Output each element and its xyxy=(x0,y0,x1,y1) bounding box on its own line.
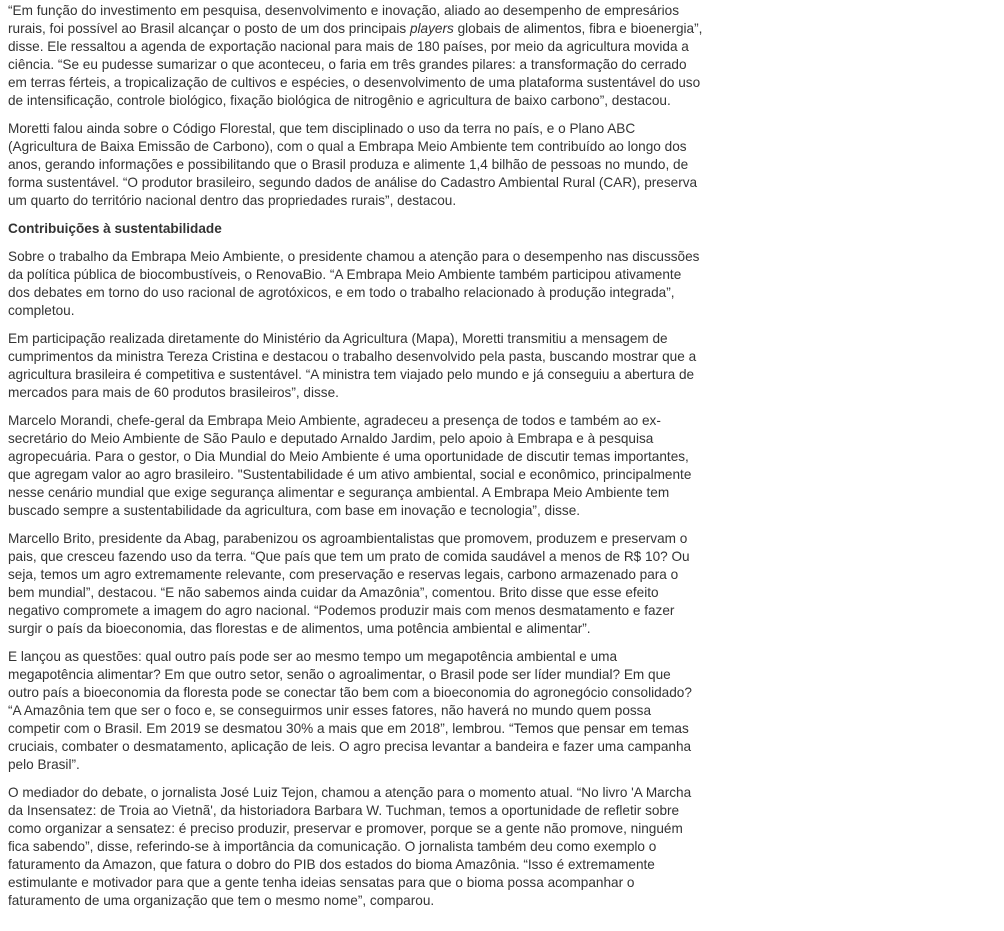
paragraph-1-emphasis: players xyxy=(409,21,454,36)
paragraph-3: Sobre o trabalho da Embrapa Meio Ambiente, o presidente chamou a atenção para o desempenho nas discussões da política pública de biocombustíveis, o RenovaBio. “A Embrapa Meio Ambiente também participou ativamente dos debates em torno do uso racional de agrotóxicos, e em todo o trabalho relacionado à produção integrada”, completou. xyxy=(8,249,700,318)
paragraph-6: Marcello Brito, presidente da Abag, parabenizou os agroambientalistas que promovem, produzem e preservam o pais, que cresceu fazendo uso da terra. “Que país que tem um prato de comida saudável a menos de R$ 10? Ou seja, temos um agro extremamente relevante, com preservação e reservas legais, carbono armazenado para o bem mundial”, destacou. “E não sabemos ainda cuidar da Amazônia”, comentou. Brito disse que esse efeito negativo compromete a imagem do agro nacional. “Podemos produzir mais com menos desmatamento e fazer surgir o país da bioeconomia, das florestas e de alimentos, uma potência ambiental e alimentar”. xyxy=(8,531,690,636)
article-body xyxy=(8,0,704,920)
section-heading: Contribuições à sustentabilidade xyxy=(8,221,222,236)
paragraph-8: O mediador do debate, o jornalista José Luiz Tejon, chamou a atenção para o momento atual. “No livro 'A Marcha da Insensatez: de Troia ao Vietnã', da historiadora Barbara W. Tuchman, temos a oportunidade de refletir sobre como organizar a sensatez: é preciso produzir, preservar e promover, porque se a gente não promove, ninguém fica sabendo”, disse, referindo-se à importância da comunicação. O jornalista também deu como exemplo o faturamento da Amazon, que fatura o dobro do PIB dos estados do bioma Amazônia. “Isso é extremamente estimulante e motivador para que a gente tenha ideias sensatas para que o bioma possa acompanhar o faturamento de uma organização que tem o mesmo nome”, comparou. xyxy=(8,785,692,908)
paragraph-1-text-a: “Em função do investimento em pesquisa, desenvolvimento e inovação, aliado ao desempenho de empresários rurais, foi possível ao Brasil alcançar o posto de um dos principais xyxy=(8,3,680,36)
paragraph-7: E lançou as questões: qual outro país pode ser ao mesmo tempo um megapotência ambiental e uma megapotência alimentar? Em que outro setor, senão o agroalimentar, o Brasil pode ser líder mundial? Em que outro país a bioeconomia da floresta pode se conectar tão bem com a bioeconomia do agronegócio consolidado? “A Amazônia tem que ser o foco e, se conseguirmos unir esses fatores, não haverá no mundo quem possa competir com o Brasil. Em 2019 se desmatou 30% a mais que em 2018”, lembrou. “Temos que pensar em temas cruciais, combater o desmatamento, aplicação de leis. O agro precisa levantar a bandeira e fazer uma campanha pelo Brasil”. xyxy=(8,649,692,772)
paragraph-1-text-b: globais de alimentos, fibra e bioenergia”, disse. Ele ressaltou a agenda de exportação nacional para mais de 180 países, por meio da agricultura movida a ciência. “Se eu pudesse sumarizar o que aconteceu, o faria em três grandes pilares: a transformação do cerrado em terras férteis, a tropicalização de cultivos e espécies, o desenvolvimento de uma plataforma sustentável do uso de intensificação, controle biológico, fixação biológica de nitrogênio e agricultura de baixo carbono”, destacou. xyxy=(8,21,703,108)
paragraph-5: Marcelo Morandi, chefe-geral da Embrapa Meio Ambiente, agradeceu a presença de todos e também ao ex-secretário do Meio Ambiente de São Paulo e deputado Arnaldo Jardim, pelo apoio à Embrapa e à pesquisa agropecuária. Para o gestor, o Dia Mundial do Meio Ambiente é uma oportunidade de discutir temas importantes, que agregam valor ao agro brasileiro. "Sustentabilidade é um ativo ambiental, social e econômico, principalmente nesse cenário mundial que exige segurança alimentar e segurança ambiental. A Embrapa Meio Ambiente tem buscado sempre a sustentabilidade da agricultura, com base em inovação e tecnologia”, disse. xyxy=(8,413,692,518)
paragraph-2: Moretti falou ainda sobre o Código Florestal, que tem disciplinado o uso da terra no país, e o Plano ABC (Agricultura de Baixa Emissão de Carbono), com o qual a Embrapa Meio Ambiente tem contribuído ao longo dos anos, gerando informações e possibilitando que o Brasil produza e alimente 1,4 bilhão de pessoas no mundo, de forma sustentável. “O produtor brasileiro, segundo dados de análise do Cadastro Ambiental Rural (CAR), preserva um quarto do território nacional dentro das propriedades rurais”, destacou. xyxy=(8,121,698,208)
paragraph-4: Em participação realizada diretamente do Ministério da Agricultura (Mapa), Moretti transmitiu a mensagem de cumprimentos da ministra Tereza Cristina e destacou o trabalho desenvolvido pela pasta, buscando mostrar que a agricultura brasileira é competitiva e sustentável. “A ministra tem viajado pelo mundo e já conseguiu a abertura de mercados para mais de 60 produtos brasileiros”, disse. xyxy=(8,331,697,400)
paragraph-1 xyxy=(8,2,704,110)
